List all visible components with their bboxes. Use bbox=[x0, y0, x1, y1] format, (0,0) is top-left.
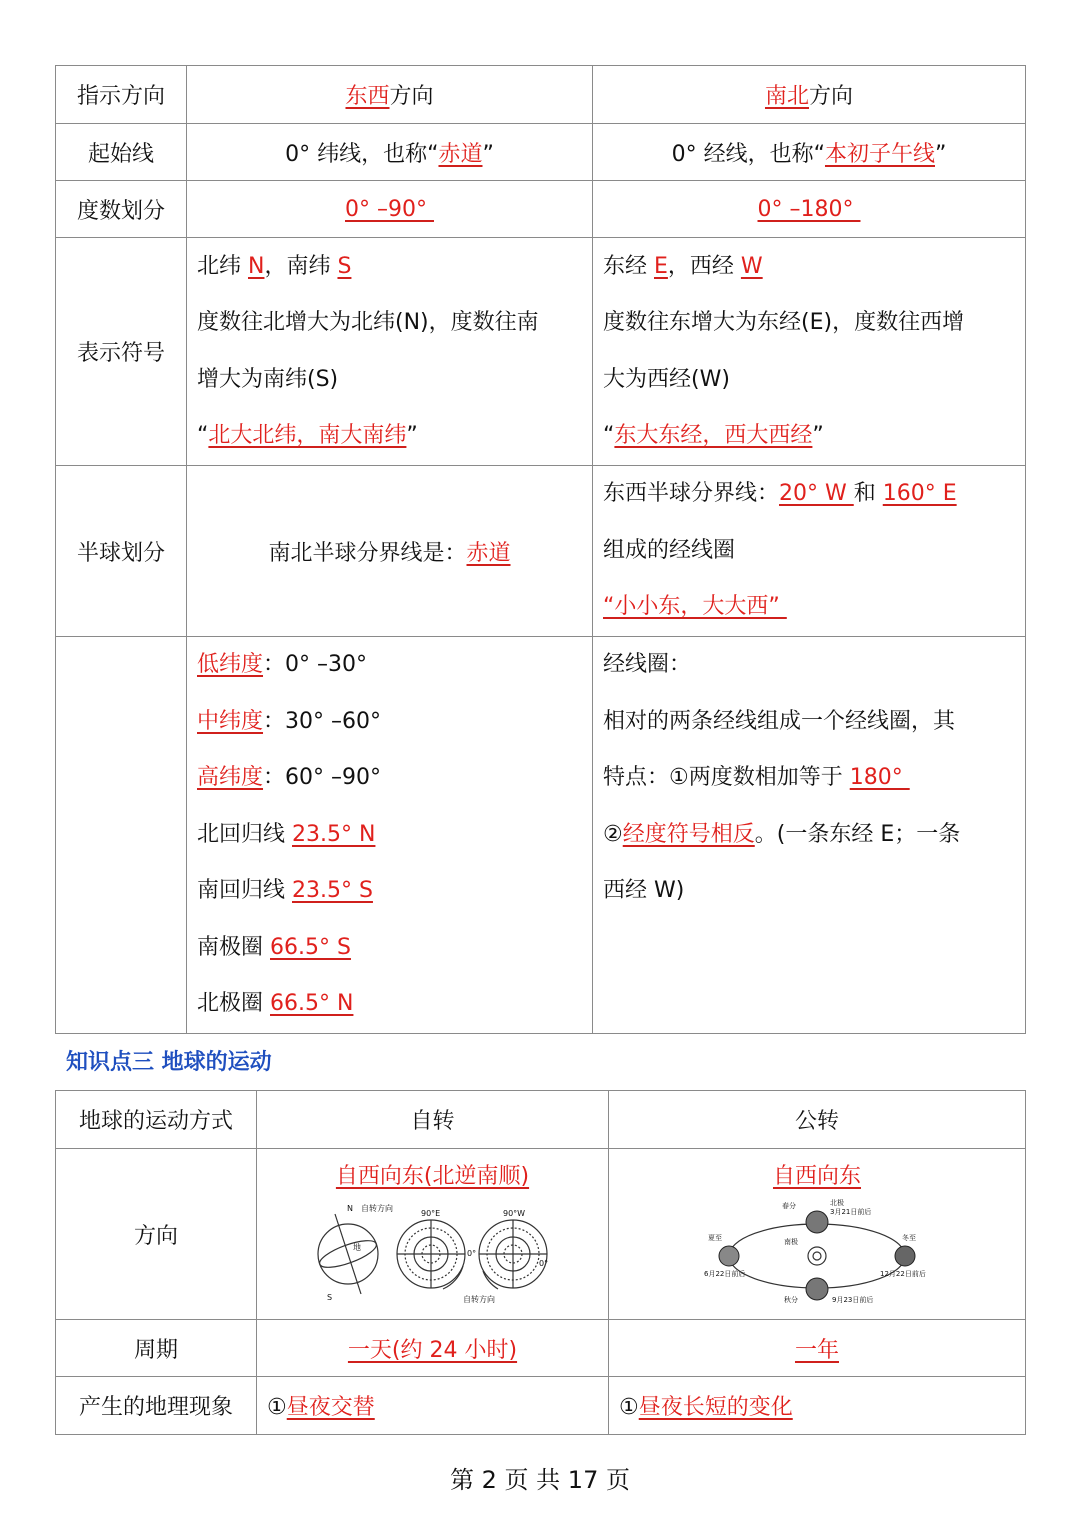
text-line: 西经 W) bbox=[603, 878, 685, 903]
row-label: 方向 bbox=[56, 1149, 257, 1320]
answer: 南北 bbox=[764, 84, 809, 109]
fig-label-qiufen: 秋分 bbox=[784, 1296, 798, 1304]
fig-label-e90: 90°E bbox=[420, 1209, 440, 1218]
text-line bbox=[197, 863, 592, 920]
answer: 20° W bbox=[779, 481, 854, 507]
lat-zones bbox=[187, 637, 593, 1034]
fig-label-xiazhi: 夏至 bbox=[708, 1234, 722, 1242]
text: 特点：①两度数相加等于 bbox=[603, 765, 850, 790]
text: 0° 纬线，也称“ bbox=[285, 141, 439, 167]
text: 0° 经线，也称“ bbox=[671, 141, 825, 167]
text-line bbox=[603, 750, 1025, 807]
answer: 自西向东 bbox=[772, 1164, 861, 1189]
answer: 0° –180° bbox=[757, 196, 861, 222]
table-row bbox=[56, 466, 1026, 637]
answer: 经度符号相反 bbox=[622, 821, 755, 847]
answer: 昼夜长短的变化 bbox=[638, 1395, 793, 1420]
table-row bbox=[56, 66, 1026, 124]
lon-direction bbox=[593, 66, 1026, 124]
answer: 一天(约 24 小时) bbox=[347, 1337, 518, 1363]
text: ，西经 bbox=[667, 253, 741, 279]
table-row bbox=[56, 1149, 1026, 1320]
answer: 自西向东(北逆南顺) bbox=[335, 1164, 530, 1189]
table-row bbox=[56, 238, 1026, 466]
row-label-empty bbox=[56, 637, 187, 1034]
answer: 昼夜交替 bbox=[286, 1395, 375, 1420]
fig-label-dongzhi: 冬至 bbox=[902, 1234, 916, 1242]
text: “ bbox=[197, 423, 209, 448]
answer: 低纬度 bbox=[197, 652, 264, 677]
answer: 一年 bbox=[794, 1337, 839, 1363]
fig-label-date-jun: 6月22日前后 bbox=[704, 1270, 746, 1278]
text-line bbox=[197, 408, 592, 465]
text: 南极圈 bbox=[197, 934, 270, 960]
text-line: 相对的两条经线组成一个经线圈，其 bbox=[603, 708, 956, 734]
header-revolution: 公转 bbox=[609, 1091, 1026, 1149]
answer: 23.5° N bbox=[292, 821, 376, 847]
lat-direction bbox=[187, 66, 593, 124]
text: ” bbox=[482, 141, 494, 167]
answer: 中纬度 bbox=[197, 708, 264, 734]
text-line bbox=[197, 807, 592, 864]
fig-label-date-dec: 12月22日前后 bbox=[880, 1270, 926, 1278]
table-row bbox=[56, 1320, 1026, 1377]
text-line bbox=[603, 408, 1025, 465]
text-line bbox=[197, 976, 592, 1033]
lat-symbol bbox=[187, 238, 593, 466]
revolution-diagram bbox=[702, 1196, 932, 1306]
fig-label-dir1: 自转方向 bbox=[360, 1204, 393, 1213]
text-line: 度数往东增大为东经(E)，度数往西增 bbox=[603, 310, 965, 335]
text: 东西半球分界线： bbox=[603, 481, 780, 507]
answer: 160° E bbox=[882, 481, 957, 507]
fig-label-beiji: 北极 bbox=[830, 1199, 844, 1207]
revolution-period bbox=[609, 1320, 1026, 1377]
text: ② bbox=[603, 821, 623, 847]
lon-hemisphere bbox=[593, 466, 1026, 637]
fig-label-zero1: 0° bbox=[466, 1249, 476, 1258]
text: ” bbox=[935, 141, 947, 167]
row-label: 产生的地理现象 bbox=[56, 1377, 257, 1435]
revolution-phenomena bbox=[609, 1377, 1026, 1435]
latitude-longitude-table bbox=[55, 65, 1026, 1034]
lat-start-line bbox=[187, 124, 593, 181]
answer: 东大东经，西大西经 bbox=[614, 423, 813, 448]
text-line bbox=[197, 239, 592, 296]
text: ，南纬 bbox=[264, 253, 338, 279]
text-line bbox=[197, 637, 592, 694]
answer: W bbox=[740, 253, 763, 279]
answer: S bbox=[337, 253, 352, 279]
row-label: 起始线 bbox=[56, 124, 187, 181]
text-line: 经线圈： bbox=[603, 652, 692, 677]
fig-label-s: S bbox=[326, 1293, 332, 1302]
text: 。(一条东经 E；一条 bbox=[754, 821, 961, 847]
fig-label-w90: 90°W bbox=[502, 1209, 525, 1218]
text: “ bbox=[603, 423, 615, 448]
row-label: 地球的运动方式 bbox=[56, 1091, 257, 1149]
lon-start-line bbox=[593, 124, 1026, 181]
lon-symbol bbox=[593, 238, 1026, 466]
rotation-diagram bbox=[313, 1196, 553, 1306]
table-row bbox=[56, 1377, 1026, 1435]
lon-circle bbox=[593, 637, 1026, 1034]
text: ：0° –30° bbox=[263, 652, 368, 677]
table-row bbox=[56, 181, 1026, 238]
text-line bbox=[197, 694, 592, 751]
answer: N bbox=[248, 253, 265, 279]
text: 和 bbox=[853, 481, 883, 507]
answer: 北大北纬，南大南纬 bbox=[208, 423, 407, 448]
row-label: 表示符号 bbox=[56, 238, 187, 466]
text: 南回归线 bbox=[197, 878, 292, 903]
fig-label-chunfen: 春分 bbox=[782, 1202, 796, 1210]
text: ① bbox=[267, 1395, 287, 1420]
lat-degree-range bbox=[187, 181, 593, 238]
text-line bbox=[603, 239, 1025, 296]
table-row bbox=[56, 637, 1026, 1034]
table-row bbox=[56, 124, 1026, 181]
table-row bbox=[56, 1091, 1026, 1149]
page-footer: 第 2 页 共 17 页 bbox=[450, 1466, 630, 1494]
answer: 高纬度 bbox=[197, 765, 264, 790]
text-line: 组成的经线圈 bbox=[603, 537, 736, 563]
text: 方向 bbox=[389, 84, 434, 109]
fig-label-n: N bbox=[346, 1204, 353, 1213]
text: ：30° –60° bbox=[263, 708, 381, 734]
answer: 赤道 bbox=[466, 540, 511, 566]
text: ” bbox=[406, 423, 418, 448]
fig-label-date-sep: 9月23日前后 bbox=[832, 1296, 874, 1304]
row-label: 半球划分 bbox=[56, 466, 187, 637]
text-line bbox=[197, 920, 592, 977]
fig-label-date-mar: 3月21日前后 bbox=[830, 1208, 872, 1216]
earth-motion-table bbox=[55, 1090, 1026, 1435]
text: 北回归线 bbox=[197, 821, 292, 847]
row-label: 度数划分 bbox=[56, 181, 187, 238]
rotation-direction bbox=[257, 1149, 609, 1320]
fig-label-dir2: 自转方向 bbox=[462, 1295, 495, 1304]
text-line: 度数往北增大为北纬(N)，度数往南 bbox=[197, 310, 539, 335]
text: 方向 bbox=[809, 84, 854, 109]
answer: 0° –90° bbox=[345, 196, 434, 222]
revolution-direction bbox=[609, 1149, 1026, 1320]
header-rotation: 自转 bbox=[257, 1091, 609, 1149]
answer: 本初子午线 bbox=[824, 141, 935, 167]
text: 东经 bbox=[603, 253, 654, 279]
text-line bbox=[603, 579, 1025, 636]
fig-label-nanji: 南极 bbox=[784, 1238, 798, 1246]
answer: 66.5° S bbox=[270, 934, 351, 960]
lon-degree-range bbox=[593, 181, 1026, 238]
row-label: 指示方向 bbox=[56, 66, 187, 124]
row-label: 周期 bbox=[56, 1320, 257, 1377]
text-line: 大为西经(W) bbox=[603, 366, 730, 392]
text: 北纬 bbox=[197, 253, 248, 279]
text: 北极圈 bbox=[197, 991, 270, 1016]
answer: 赤道 bbox=[438, 141, 483, 167]
fig-label-zero2: 0° bbox=[538, 1259, 548, 1268]
answer: E bbox=[654, 253, 668, 279]
answer: 66.5° N bbox=[270, 991, 354, 1016]
text-line bbox=[603, 466, 1025, 523]
answer: 180° bbox=[849, 765, 910, 790]
text: 南北半球分界线是： bbox=[268, 540, 467, 566]
text-line: 增大为南纬(S) bbox=[197, 366, 339, 392]
rotation-period bbox=[257, 1320, 609, 1377]
lat-hemisphere bbox=[187, 466, 593, 637]
answer: “小小东，大大西” bbox=[603, 594, 787, 620]
answer: 东西 bbox=[345, 84, 390, 109]
answer: 23.5° S bbox=[292, 878, 373, 903]
fig-label-di: 地 bbox=[352, 1243, 361, 1252]
section-heading: 知识点三 地球的运动 bbox=[66, 1050, 272, 1075]
text: ① bbox=[619, 1395, 639, 1420]
text-line bbox=[603, 807, 1025, 864]
text: ：60° –90° bbox=[263, 765, 381, 790]
rotation-phenomena bbox=[257, 1377, 609, 1435]
text: ” bbox=[812, 423, 824, 448]
text-line bbox=[197, 750, 592, 807]
